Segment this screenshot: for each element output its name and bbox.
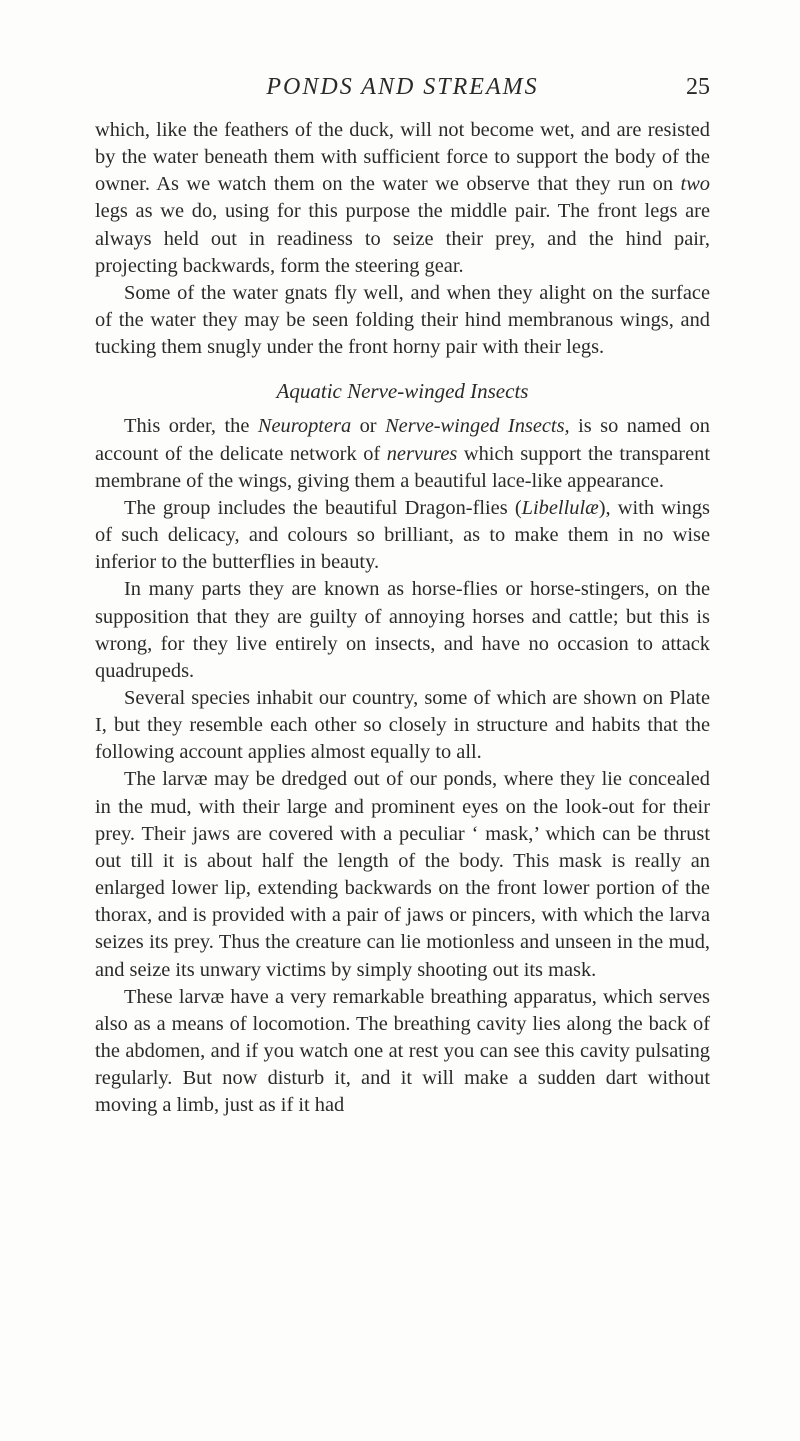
paragraph-species: Several species inhabit our country, some of which are shown on Plate I, but they resemble each other so closely in structure and habits that the following account applies almost equally to all. <box>95 686 710 764</box>
running-title: PONDS AND STREAMS <box>266 74 539 100</box>
text-run: This order, the <box>124 415 258 438</box>
body-text <box>95 117 710 1119</box>
italic-run: Neuroptera <box>257 415 352 438</box>
italic-run: Libellulæ <box>521 496 599 519</box>
paragraph-continuation <box>95 117 710 280</box>
paragraph-water-gnats: Some of the water gnats fly well, and when they alight on the surface of the water they may be seen folding their hind membranous wings, and tucking them snugly under the front horny pair with their legs. <box>95 281 710 359</box>
section-heading: Aquatic Nerve-winged Insects <box>276 379 529 404</box>
paragraph-breathing: These larvæ have a very remarkable breathing apparatus, which serves also as a means of locomotion. The breathing cavity lies along the back of the abdomen, and if you watch one at rest you can see this cavity pulsating regularly. But now disturb it, and it will make a sudden dart without moving a limb, just as if it had <box>95 985 710 1117</box>
text-run: or <box>351 415 386 438</box>
text-run: ), with wings of such delicacy, and colours so brilliant, as to make them in no wise inferior to the butterflies in beauty. <box>95 496 710 574</box>
text-run: is so named on account of the delicate network of <box>95 415 710 465</box>
paragraph-neuroptera <box>95 413 710 494</box>
running-head <box>95 70 710 104</box>
text-run: The group includes the beautiful Dragon-flies ( <box>124 496 522 519</box>
page-number: 25 <box>686 74 710 100</box>
paragraph-horse-flies: In many parts they are known as horse-flies or horse-stingers, on the supposition that they are guilty of annoying horses and cattle; but this is wrong, for they live entirely on insects, and have no occasion to attack quadrupeds. <box>95 578 710 682</box>
italic-run: nervures <box>386 442 458 465</box>
text-run: legs as we do, using for this purpose the middle pair. The front legs are always held out in readiness to seize their prey, and the hind pair, projecting backwards, form the steering gear. <box>95 200 710 277</box>
italic-run: Nerve-winged Insects, <box>385 415 570 438</box>
text-run: which, like the feathers of the duck, will not become wet, and are resisted by the water beneath them with sufficient force to support the body of the owner. As we watch them on the water we observe that they run on <box>95 119 710 196</box>
text-run: which support the transparent membrane of the wings, giving them a beautiful lace-like appearance. <box>95 442 710 492</box>
paragraph-larvae-mask: The larvæ may be dredged out of our ponds, where they lie concealed in the mud, with their large and prominent eyes on the look-out for their prey. Their jaws are covered with a peculiar ‘ mask,’ which can be thrust out till it is about half the length of the body. This mask is really an enlarged lower lip, extending backwards on the front lower portion of the thorax, and is provided with a pair of jaws or pincers, with which the larva seizes its prey. Thus the creature can lie motionless and unseen in the mud, and seize its unwary victims by simply shooting out its mask. <box>95 768 710 981</box>
italic-run: two <box>680 173 710 196</box>
paragraph-dragon-flies <box>95 495 710 576</box>
